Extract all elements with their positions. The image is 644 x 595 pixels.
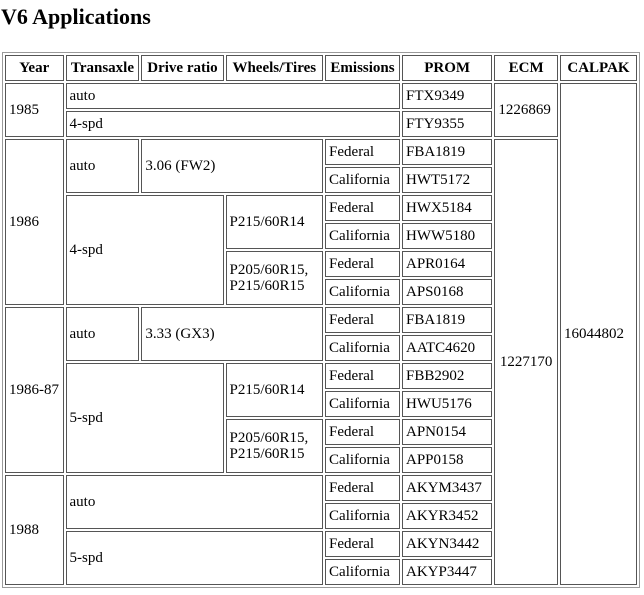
transaxle-cell: auto [66, 83, 400, 109]
year-cell: 1985 [5, 83, 64, 137]
prom-cell: HWT5172 [402, 167, 492, 193]
header-wheels-tires: Wheels/Tires [226, 55, 324, 81]
drive-ratio-cell: 3.06 (FW2) [141, 139, 323, 193]
wheels-tires-cell: P205/60R15, P215/60R15 [226, 419, 324, 473]
prom-cell: AATC4620 [402, 335, 492, 361]
prom-cell: HWU5176 [402, 391, 492, 417]
transaxle-cell: 5-spd [66, 531, 324, 585]
wheels-tires-cell: P215/60R14 [226, 195, 324, 249]
emissions-cell: Federal [325, 531, 400, 557]
transaxle-cell: auto [66, 307, 140, 361]
emissions-cell: California [325, 503, 400, 529]
emissions-cell: Federal [325, 363, 400, 389]
prom-cell: FTY9355 [402, 111, 492, 137]
prom-cell: FBA1819 [402, 307, 492, 333]
year-cell: 1986 [5, 139, 64, 305]
ecm-cell: 1226869 [494, 83, 558, 137]
header-transaxle: Transaxle [66, 55, 140, 81]
emissions-cell: Federal [325, 307, 400, 333]
transaxle-cell: 5-spd [66, 363, 224, 473]
emissions-cell: Federal [325, 419, 400, 445]
prom-cell: FTX9349 [402, 83, 492, 109]
wheels-tires-cell: P205/60R15, P215/60R15 [226, 251, 324, 305]
emissions-cell: California [325, 167, 400, 193]
prom-cell: APR0164 [402, 251, 492, 277]
emissions-cell: California [325, 223, 400, 249]
prom-cell: APP0158 [402, 447, 492, 473]
emissions-cell: California [325, 335, 400, 361]
header-prom: PROM [402, 55, 492, 81]
prom-cell: AKYN3442 [402, 531, 492, 557]
header-row [5, 55, 637, 81]
transaxle-cell: 4-spd [66, 111, 400, 137]
emissions-cell: California [325, 559, 400, 585]
emissions-cell: Federal [325, 139, 400, 165]
emissions-cell: California [325, 279, 400, 305]
table-row [5, 139, 637, 165]
year-cell: 1986-87 [5, 307, 64, 473]
emissions-cell: Federal [325, 475, 400, 501]
calpak-cell: 16044802 [560, 83, 637, 585]
header-drive-ratio: Drive ratio [141, 55, 223, 81]
transaxle-cell: auto [66, 139, 140, 193]
page-title: V6 Applications [1, 4, 151, 29]
header-emissions: Emissions [325, 55, 400, 81]
header-year: Year [5, 55, 64, 81]
prom-cell: FBB2902 [402, 363, 492, 389]
prom-cell: HWX5184 [402, 195, 492, 221]
transaxle-cell: 4-spd [66, 195, 224, 305]
prom-cell: AKYR3452 [402, 503, 492, 529]
prom-cell: AKYM3437 [402, 475, 492, 501]
table-row [5, 83, 637, 109]
drive-ratio-cell: 3.33 (GX3) [141, 307, 323, 361]
emissions-cell: California [325, 391, 400, 417]
transaxle-cell: auto [66, 475, 324, 529]
prom-cell: APS0168 [402, 279, 492, 305]
header-calpak: CALPAK [560, 55, 637, 81]
ecm-cell: 1227170 [494, 139, 558, 585]
emissions-cell: Federal [325, 251, 400, 277]
prom-cell: APN0154 [402, 419, 492, 445]
v6-applications-table [2, 52, 640, 588]
prom-cell: AKYP3447 [402, 559, 492, 585]
wheels-tires-cell: P215/60R14 [226, 363, 324, 417]
prom-cell: HWW5180 [402, 223, 492, 249]
year-cell: 1988 [5, 475, 64, 585]
header-ecm: ECM [494, 55, 558, 81]
prom-cell: FBA1819 [402, 139, 492, 165]
emissions-cell: California [325, 447, 400, 473]
emissions-cell: Federal [325, 195, 400, 221]
